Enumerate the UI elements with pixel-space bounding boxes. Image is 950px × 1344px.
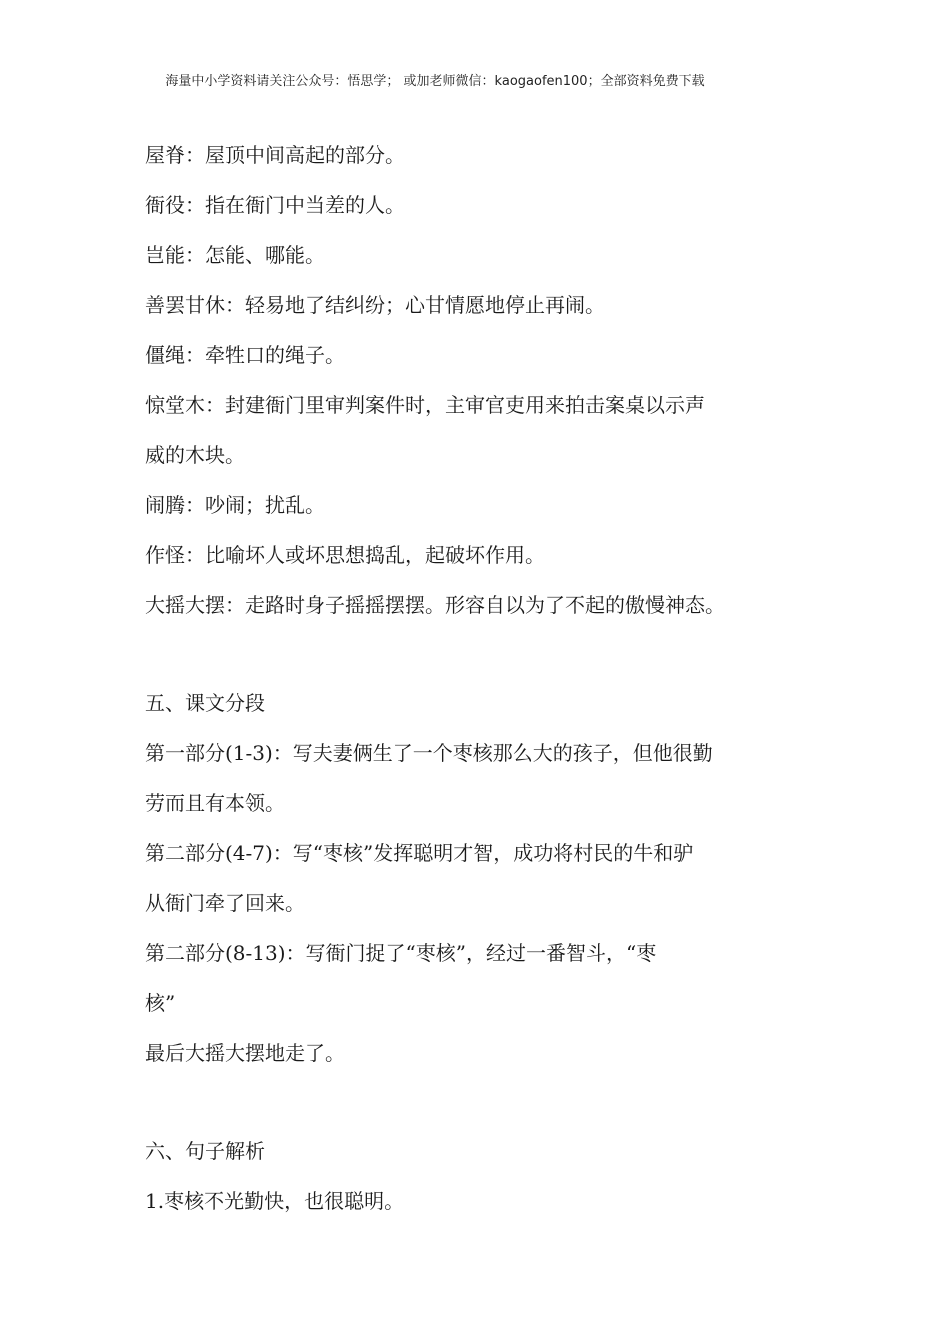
vocab-line: 闹腾：吵闹；扰乱。 <box>145 493 325 517</box>
vocab-line: 岂能：怎能、哪能。 <box>145 243 325 267</box>
paragraph-line: 劳而且有本领。 <box>145 791 285 815</box>
document-body <box>145 130 815 1226</box>
vocab-line: 僵绳：牵牲口的绳子。 <box>145 343 345 367</box>
vocab-line: 大摇大摆：走路时身子摇摇摆摆。形容自以为了不起的傲慢神态。 <box>145 593 725 617</box>
paragraph-line: 第二部分(8-13)：写衙门捉了“枣核”，经过一番智斗，“枣 <box>145 941 657 965</box>
vocab-line: 威的木块。 <box>145 443 245 467</box>
vocab-line: 惊堂木：封建衙门里审判案件时，主审官吏用来拍击案桌以示声 <box>145 393 705 417</box>
vocab-line: 作怪：比喻坏人或坏思想捣乱，起破坏作用。 <box>145 543 545 567</box>
paragraph-line: 第一部分(1-3)：写夫妻俩生了一个枣核那么大的孩子，但他很勤 <box>145 741 713 765</box>
paragraph-line: 最后大摇大摆地走了。 <box>145 1041 345 1065</box>
paragraph-line: 从衙门牵了回来。 <box>145 891 305 915</box>
vocab-line: 屋脊：屋顶中间高起的部分。 <box>145 143 405 167</box>
page-header-notice: 海量中小学资料请关注公众号：悟思学； 或加老师微信：kaogaofen100；全部资料免费下载 <box>165 74 705 89</box>
paragraph-line: 第二部分(4-7)：写“枣核”发挥聪明才智，成功将村民的牛和驴 <box>145 841 694 865</box>
vocab-line: 衙役：指在衙门中当差的人。 <box>145 193 405 217</box>
section-spacer <box>145 630 815 678</box>
vocab-line: 善罢甘休：轻易地了结纠纷；心甘情愿地停止再闹。 <box>145 293 605 317</box>
section-title: 六、句子解析 <box>145 1139 265 1163</box>
paragraph-line: 1.枣核不光勤快，也很聪明。 <box>145 1189 405 1213</box>
paragraph-line: 核” <box>145 991 176 1015</box>
section-spacer <box>145 1078 815 1126</box>
section-title: 五、课文分段 <box>145 691 265 715</box>
